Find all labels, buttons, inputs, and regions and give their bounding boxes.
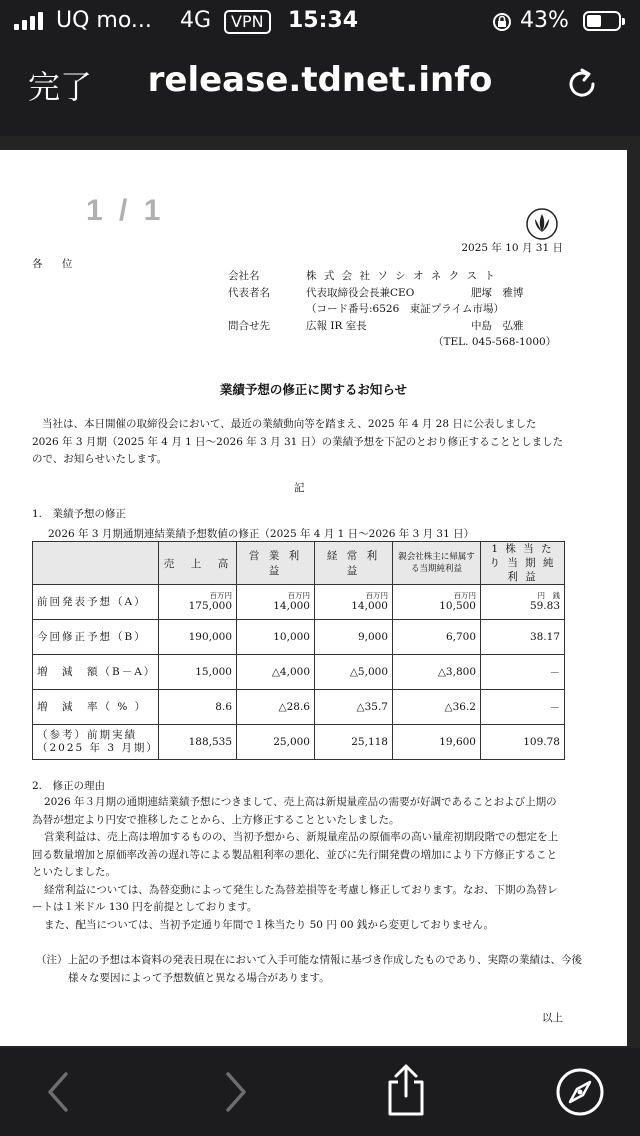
- table-header: 経 常 利 益: [315, 542, 393, 585]
- table-cell: 38.17: [481, 620, 565, 655]
- section-1-subheading: 2026 年 3 月期通期連結業績予想数値の修正（2025 年 4 月 1 日～2026 年 3 月 31 日）: [48, 528, 475, 540]
- carrier-label: UQ mo...: [56, 8, 152, 33]
- intro-paragraph: 当社は、本日開催の取締役会において、最近の業績動向等を踏まえ、2025 年 4 月 28 日に公表しました 2026 年 3 月期（2025 年 4 月 1 日～2026 年 3 月 31 日）の業績予想を下記のとおり修正することとしましたので、お知らせいたします。: [32, 418, 564, 465]
- done-button[interactable]: 完了: [28, 68, 93, 106]
- table-header: [33, 542, 159, 585]
- table-cell: 百万円 175,000: [159, 585, 237, 620]
- clock: 15:34: [288, 8, 359, 33]
- table-cell: 9,000: [315, 620, 393, 655]
- table-cell: 百万円 14,000: [237, 585, 315, 620]
- page-indicator: 1 / 1: [86, 194, 165, 227]
- table-row: [33, 690, 565, 725]
- pdf-viewer[interactable]: [0, 136, 640, 1048]
- compass-icon[interactable]: [554, 1066, 606, 1118]
- table-header: 売 上 高: [159, 542, 237, 585]
- table-row: [33, 585, 565, 620]
- table-cell: △36.2: [393, 690, 481, 725]
- table-cell: 188,535: [159, 725, 237, 760]
- reason-paragraph: また、配当については、当初予定通り年間で１株当たり 50 円 00 銭から変更しておりません。: [44, 918, 494, 931]
- reason-paragraph: 経常利益については、為替変動によって発生した為替差損等を考慮し修正しております。なお、下期の為替レートは１米ドル 130 円を前提としております。: [32, 883, 558, 913]
- table-header: 1 株 当 た り 当 期 純 利 益: [481, 542, 565, 585]
- ki-mark: 記: [294, 482, 305, 494]
- representative-name: 肥塚 雅博: [471, 286, 524, 299]
- contact-tel: （TEL. 045-568-1000）: [433, 336, 557, 348]
- table-cell: 8.6: [159, 690, 237, 725]
- row-label: （参考）前期実績（2025 年 3 月期）: [33, 725, 159, 760]
- contact-label: 問合せ先: [228, 319, 270, 332]
- table-cell: 10,000: [237, 620, 315, 655]
- reasons-block: [32, 794, 566, 934]
- table-row: [33, 655, 565, 690]
- reason-paragraph: 2026 年３月期の通期連結業績予想につきまして、売上高は新規量産品の需要が好調であることおよび上期の為替が想定より円安で推移したことから、上方修正することといたしました。: [32, 796, 557, 826]
- representative-title: 代表取締役会長兼CEO: [306, 286, 415, 299]
- table-cell: 6,700: [393, 620, 481, 655]
- table-cell: △3,800: [393, 655, 481, 690]
- row-label: 前回発表予想（A）: [33, 585, 159, 620]
- section-2-heading: 2. 修正の理由: [32, 780, 106, 792]
- representative-label: 代表者名: [228, 286, 270, 299]
- addressee: 各 位: [32, 258, 81, 270]
- table-cell: 百万円 10,500: [393, 585, 481, 620]
- contact-title: 広報 IR 室長: [306, 319, 367, 332]
- vpn-badge: VPN: [224, 10, 271, 34]
- release-date: 2025 年 10 月 31 日: [461, 242, 563, 254]
- row-label: 増 減 額（B－A）: [33, 655, 159, 690]
- signal-icon: [14, 12, 48, 30]
- reason-paragraph: 営業利益は、売上高は増加するものの、当初予想から、新規量産品の原価率の高い量産初期段階での想定を上回る数量増加と原価率改善の遅れ等による製品粗利率の悪化、並びに先行開発費の増加により下方修正することといたしました。: [32, 831, 559, 878]
- table-row: [33, 620, 565, 655]
- row-label: 今回修正予想（B）: [33, 620, 159, 655]
- forecast-table: [32, 541, 565, 760]
- browser-address-bar: [0, 44, 640, 136]
- status-bar: [0, 0, 640, 44]
- table-cell: 15,000: [159, 655, 237, 690]
- table-cell: 円 銭 59.83: [481, 585, 565, 620]
- company-value: 株 式 会 社 ソ シ オ ネ ク ス ト: [306, 270, 497, 282]
- browser-toolbar: [0, 1048, 640, 1136]
- contact-name: 中島 弘雅: [471, 319, 524, 332]
- table-cell: △5,000: [315, 655, 393, 690]
- reload-icon[interactable]: [560, 62, 604, 106]
- table-cell: －: [481, 655, 565, 690]
- table-cell: △28.6: [237, 690, 315, 725]
- table-cell: △4,000: [237, 655, 315, 690]
- table-cell: 190,000: [159, 620, 237, 655]
- table-header: 営 業 利 益: [237, 542, 315, 585]
- battery-percent: 43%: [520, 8, 569, 33]
- table-cell: 19,600: [393, 725, 481, 760]
- table-cell: 25,118: [315, 725, 393, 760]
- table-cell: －: [481, 690, 565, 725]
- document-title: 業績予想の修正に関するお知らせ: [219, 382, 408, 397]
- row-label: 増 減 率（ % ）: [33, 690, 159, 725]
- network-label: 4G: [180, 8, 212, 33]
- url-field[interactable]: release.tdnet.info: [147, 60, 493, 100]
- battery-icon: [583, 11, 621, 31]
- pdf-page: [0, 150, 627, 1046]
- table-cell: 25,000: [237, 725, 315, 760]
- table-cell: 109.78: [481, 725, 565, 760]
- table-cell: 百万円 14,000: [315, 585, 393, 620]
- forward-icon[interactable]: [218, 1068, 254, 1116]
- company-label: 会社名: [228, 270, 260, 282]
- back-icon[interactable]: [40, 1068, 76, 1116]
- section-1-heading: 1. 業績予想の修正: [32, 508, 127, 520]
- table-header-row: [33, 542, 565, 585]
- table-row: [33, 725, 565, 760]
- table-header: 親会社株主に帰属する当期純利益: [393, 542, 481, 585]
- share-icon[interactable]: [382, 1062, 430, 1118]
- fasf-logo: [526, 208, 558, 240]
- table-cell: △35.7: [315, 690, 393, 725]
- stock-code: （コード番号:6526 東証プライム市場）: [306, 303, 504, 315]
- orientation-lock-icon: [492, 12, 512, 32]
- disclaimer-note: （注）上記の予想は本資料の発表日現在において入手可能な情報に基づき作成したものであり、実際の業績は、今後様々な要因によって予想数値と異なる場合があります。: [36, 954, 582, 984]
- closing-mark: 以上: [542, 1012, 563, 1024]
